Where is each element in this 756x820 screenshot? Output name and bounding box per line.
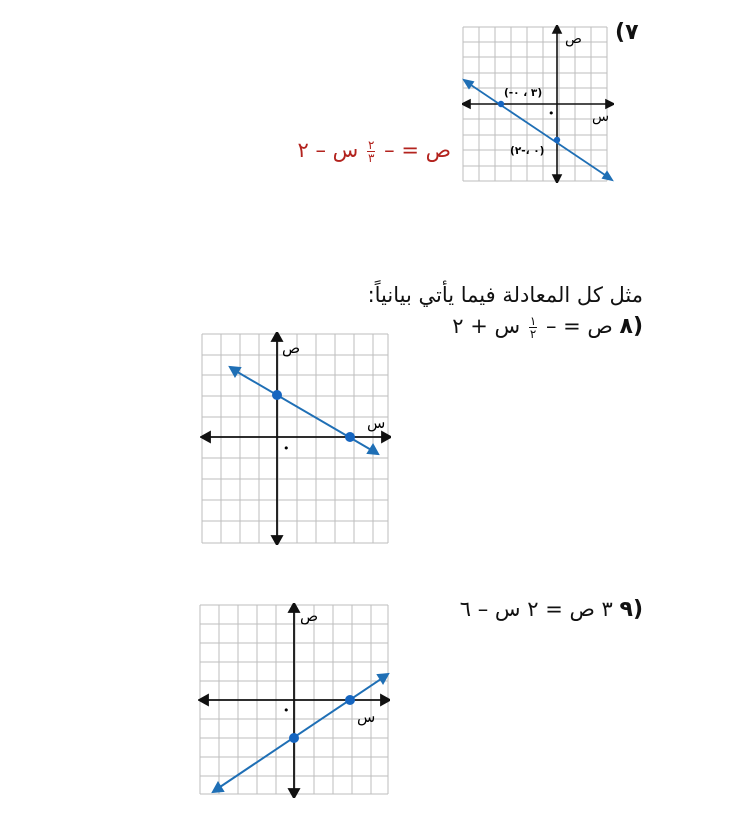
problem-8-number: (٨ xyxy=(619,314,643,339)
point-y-intercept xyxy=(272,390,282,400)
axes xyxy=(201,332,391,545)
equation-fraction xyxy=(529,315,537,340)
problem-7-number: (٧ xyxy=(615,20,639,45)
answer-rhs: س – ٢ xyxy=(297,138,359,162)
answer-fraction xyxy=(367,139,375,164)
problem-8-equation xyxy=(452,314,643,340)
axis-x-label: س xyxy=(357,708,376,726)
point2-label: (٠ ،-٢) xyxy=(510,145,545,157)
origin-marker: • xyxy=(283,704,290,717)
equation-lhs: ص = – xyxy=(545,314,613,338)
axis-x-label: س xyxy=(367,414,386,432)
equation-text: ٣ ص = ٢ س – ٦ xyxy=(459,597,613,621)
graph-line xyxy=(213,674,388,792)
origin-marker: • xyxy=(548,107,555,120)
point-x-intercept xyxy=(345,432,355,442)
grid xyxy=(202,334,388,543)
answer-lhs: ص = – xyxy=(384,138,451,162)
instruction-text: مثل كل المعادلة فيما يأتي بيانياً: xyxy=(367,283,643,307)
problem-8-graph xyxy=(200,332,391,545)
point-x-intercept xyxy=(498,101,504,107)
point-y-intercept xyxy=(554,137,560,143)
origin-marker: • xyxy=(283,442,290,455)
graph-line xyxy=(230,367,378,454)
axis-x-label: س xyxy=(592,109,610,125)
axis-y-label: ص xyxy=(300,607,319,625)
point-x-intercept xyxy=(345,695,355,705)
fraction-numerator: ٢ xyxy=(368,137,375,152)
fraction-denominator: ٢ xyxy=(529,326,537,341)
point-y-intercept xyxy=(289,733,299,743)
axis-y-label: ص xyxy=(565,31,582,47)
problem-7-graph xyxy=(462,25,614,183)
point1-label: (-٣ ، ٠) xyxy=(504,87,543,99)
axis-y-label: ص xyxy=(282,339,301,357)
problem-9-number: (٩ xyxy=(619,597,643,622)
problem-9-equation xyxy=(460,597,643,622)
fraction-numerator: ١ xyxy=(529,313,537,328)
axes xyxy=(199,603,390,798)
problem-7-answer xyxy=(298,138,451,164)
problem-9-graph xyxy=(198,603,390,798)
fraction-denominator: ٣ xyxy=(368,150,375,165)
equation-rhs: س + ٢ xyxy=(452,314,521,338)
